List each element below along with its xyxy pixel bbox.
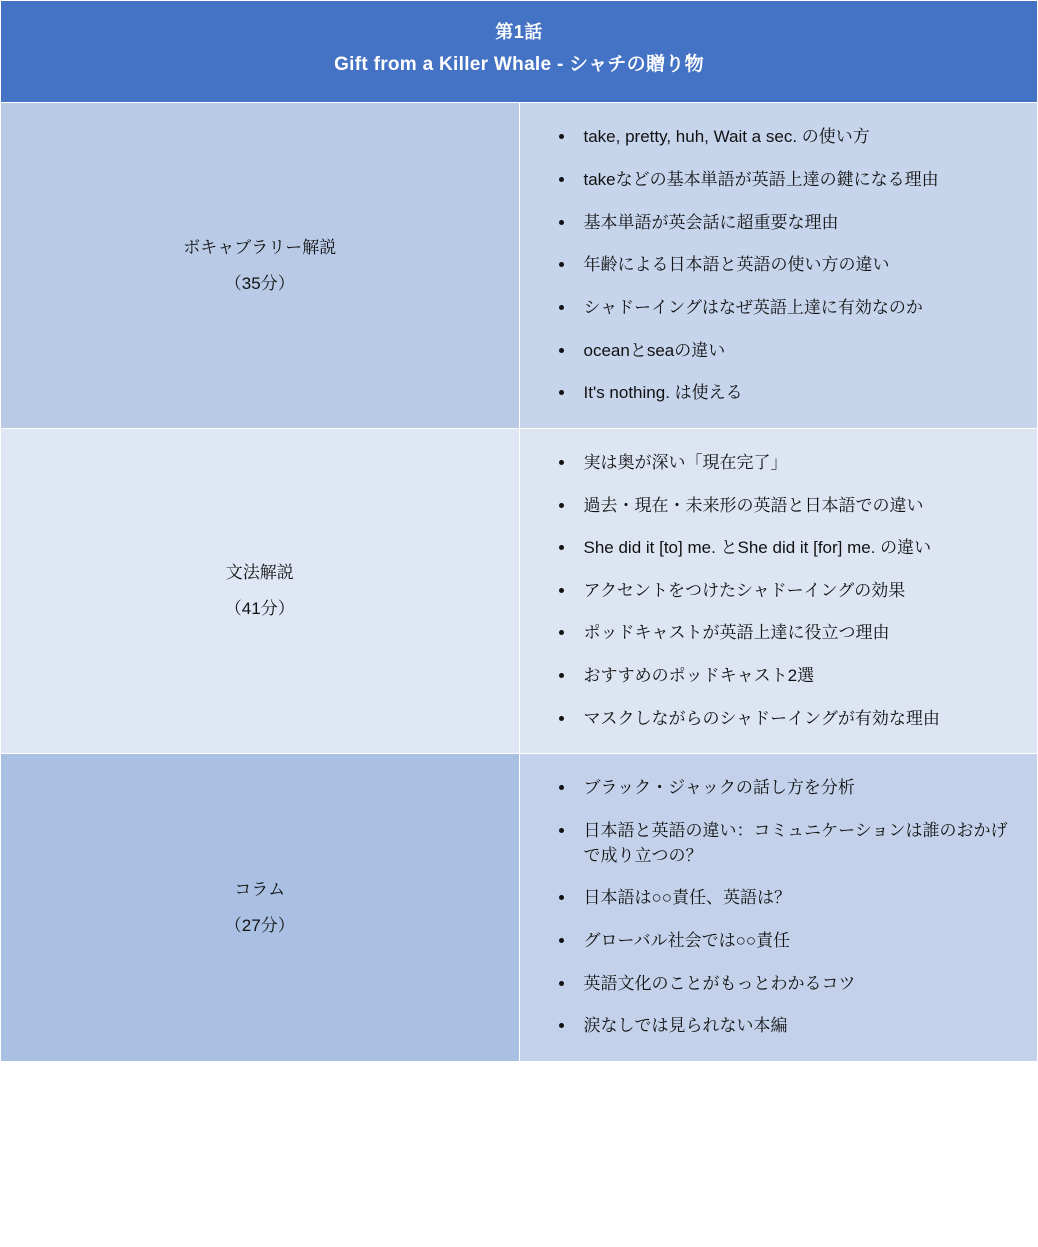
list-item: • 過去・現在・未来形の英語と日本語での違い [576, 494, 1012, 519]
list-item: • She did it [to] me. とShe did it [for] me. の違い [576, 536, 1012, 561]
list-item: • 年齢による日本語と英語の使い方の違い [576, 253, 1012, 278]
list-item: • ブラック・ジャックの話し方を分析 [576, 776, 1012, 801]
list-item: • 実は奥が深い「現在完了」 [576, 451, 1012, 476]
list-item: • oceanとseaの違い [576, 339, 1012, 364]
list-item: • takeなどの基本単語が英語上達の鍵になる理由 [576, 168, 1012, 193]
table-row [1, 754, 1038, 1061]
list-item: • マスクしながらのシャドーイングが有効な理由 [576, 707, 1012, 732]
topic-list [530, 776, 1012, 1038]
list-item: • アクセントをつけたシャドーイングの効果 [576, 579, 1012, 604]
section-title: ボキャブラリー解説 [183, 237, 337, 257]
table-row [1, 428, 1038, 753]
section-duration: （27分） [224, 915, 295, 935]
section-label-grammar [1, 428, 520, 753]
episode-title: Gift from a Killer Whale - シャチの贈り物 [334, 54, 704, 75]
list-item: • take, pretty, huh, Wait a sec. の使い方 [576, 125, 1012, 150]
list-item: • 基本単語が英会話に超重要な理由 [576, 211, 1012, 236]
section-body-grammar [519, 428, 1038, 753]
episode-number: 第1話 [495, 22, 543, 42]
topic-list [530, 125, 1012, 405]
section-body-vocabulary [519, 103, 1038, 428]
header-row [1, 1, 1038, 103]
section-duration: （35分） [224, 273, 295, 293]
section-label-column [1, 754, 520, 1061]
list-item: • ポッドキャストが英語上達に役立つ理由 [576, 621, 1012, 646]
list-item: • グローバル社会では○○責任 [576, 929, 1012, 954]
section-duration: （41分） [224, 599, 295, 619]
section-title: コラム [234, 879, 286, 899]
list-item: • 英語文化のことがもっとわかるコツ [576, 972, 1012, 997]
list-item: • 涙なしでは見られない本編 [576, 1014, 1012, 1039]
list-item: • シャドーイングはなぜ英語上達に有効なのか [576, 296, 1012, 321]
episode-header [1, 1, 1038, 103]
list-item: • 日本語と英語の違い：コミュニケーションは誰のおかげで成り立つの？ [576, 819, 1012, 868]
topic-list [530, 451, 1012, 731]
section-label-vocabulary [1, 103, 520, 428]
list-item: • おすすめのポッドキャスト2選 [576, 664, 1012, 689]
list-item: • It's nothing. は使える [576, 381, 1012, 406]
list-item: • 日本語は○○責任、英語は？ [576, 886, 1012, 911]
section-body-column [519, 754, 1038, 1061]
section-title: 文法解説 [225, 563, 294, 583]
table-row [1, 103, 1038, 428]
